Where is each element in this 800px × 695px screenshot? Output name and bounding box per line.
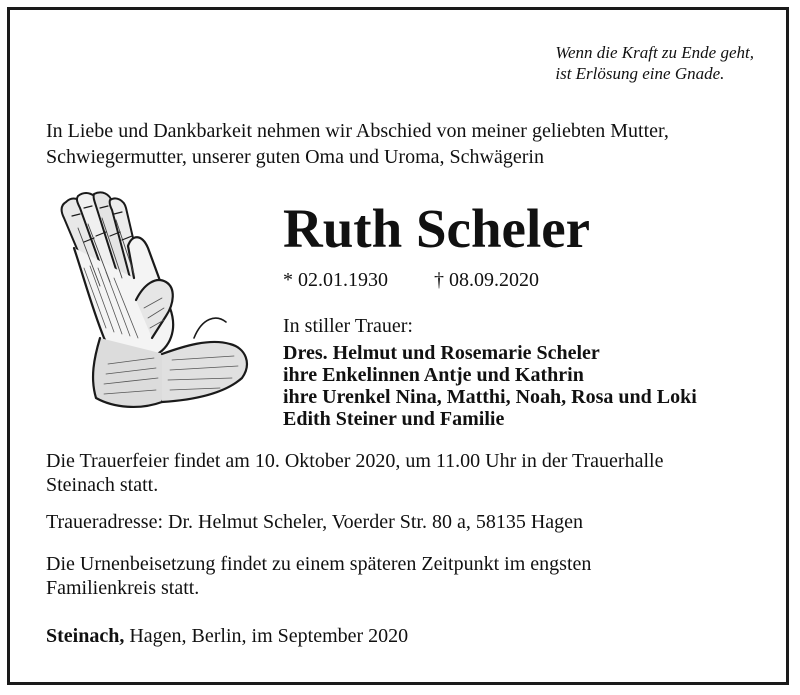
mourning-label: In stiller Trauer: bbox=[283, 315, 413, 337]
birth-date: * 02.01.1930 bbox=[283, 269, 388, 291]
funeral-line-2: Steinach statt. bbox=[46, 474, 159, 496]
intro-line-1: In Liebe und Dankbarkeit nehmen wir Abschied von meiner geliebten Mutter, bbox=[46, 120, 669, 142]
urn-line-1: Die Urnenbeisetzung findet zu einem späteren Zeitpunkt im engsten bbox=[46, 553, 592, 575]
mourners-list bbox=[283, 342, 697, 430]
mourning-address: Traueradresse: Dr. Helmut Scheler, Voerder Str. 80 a, 58135 Hagen bbox=[46, 511, 584, 533]
mourner-line: Dres. Helmut und Rosemarie Scheler bbox=[283, 342, 600, 364]
urn-line-2: Familienkreis statt. bbox=[46, 577, 200, 599]
death-date: † 08.09.2020 bbox=[434, 269, 539, 291]
mourner-line: Edith Steiner und Familie bbox=[283, 408, 505, 430]
urn-notice bbox=[46, 552, 746, 600]
motto-line-2: ist Erlösung eine Gnade. bbox=[555, 64, 725, 83]
intro-line-2: Schwiegermutter, unserer guten Oma und Uroma, Schwägerin bbox=[46, 146, 544, 168]
funeral-line-1: Die Trauerfeier findet am 10. Oktober 2020, um 11.00 Uhr in der Trauerhalle bbox=[46, 450, 664, 472]
closing-rest: Hagen, Berlin, im September 2020 bbox=[124, 625, 409, 647]
praying-hands-icon bbox=[44, 188, 256, 414]
motto bbox=[555, 42, 754, 84]
funeral-notice bbox=[46, 449, 746, 497]
motto-line-1: Wenn die Kraft zu Ende geht, bbox=[555, 43, 754, 62]
closing-place: Steinach, bbox=[46, 625, 125, 647]
mourner-line: ihre Enkelinnen Antje und Kathrin bbox=[283, 364, 584, 386]
mourner-line: ihre Urenkel Nina, Matthi, Noah, Rosa und Loki bbox=[283, 386, 697, 408]
intro-text bbox=[46, 118, 766, 170]
closing-line bbox=[46, 624, 408, 648]
life-dates bbox=[283, 267, 539, 293]
deceased-name: Ruth Scheler bbox=[283, 198, 591, 259]
